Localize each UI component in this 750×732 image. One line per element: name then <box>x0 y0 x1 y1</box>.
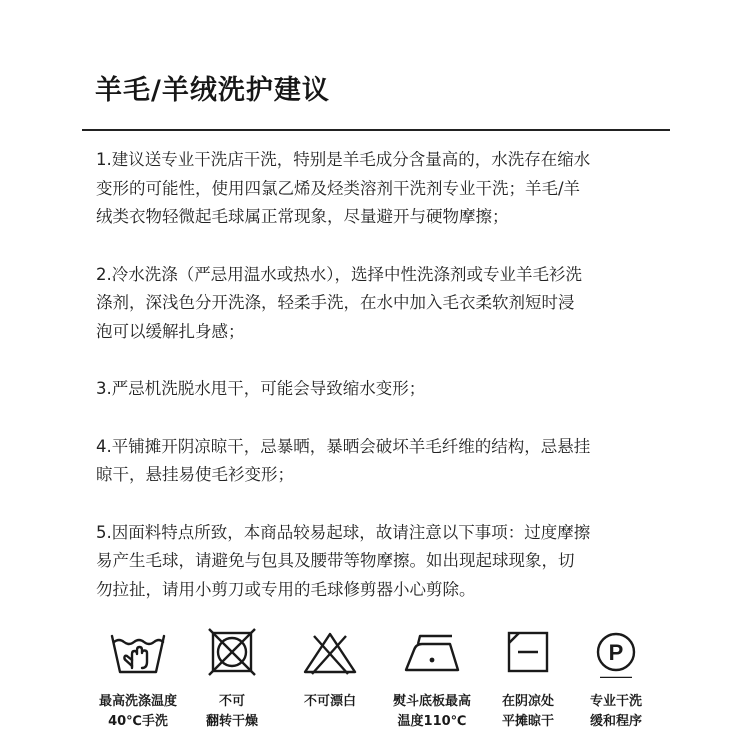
care-symbol-iron <box>382 626 482 729</box>
paragraph-line: 绒类衣物轻微起毛球属正常现象，尽量避开与硬物摩擦； <box>96 207 509 226</box>
paragraph-line: 晾干，悬挂易使毛衫变形； <box>96 465 294 484</box>
paragraph-line: 3.严忌机洗脱水甩干，可能会导致缩水变形； <box>96 379 426 398</box>
paragraph-line: 1.建议送专业干洗店干洗，特别是羊毛成分含量高的，水洗存在缩水 <box>96 150 591 169</box>
care-symbol-dry-flat <box>478 626 578 729</box>
hand-wash-40-icon <box>106 626 170 678</box>
paragraph-line: 泡可以缓解扎身感； <box>96 321 245 341</box>
care-label: 最高洗涤温度 40℃手洗 <box>98 694 177 729</box>
dry-flat-in-shade-icon <box>496 626 560 678</box>
instruction-paragraph-2 <box>96 261 666 347</box>
instruction-paragraph-5 <box>96 519 666 605</box>
care-label: 不可 翻转干燥 <box>205 694 258 729</box>
care-symbol-dry-clean <box>566 626 666 729</box>
paragraph-line: 2.冷水洗涤（严忌用温水或热水），选择中性洗涤剂或专业羊毛衫洗 <box>96 264 582 284</box>
paragraph-line: 易产生毛球，请避免与包具及腰带等物摩擦。如出现起球现象，切 <box>96 551 575 570</box>
instruction-paragraph-1 <box>96 146 666 232</box>
paragraph-line: 涤剂，深浅色分开洗涤，轻柔手洗，在水中加入毛衣柔软剂短时浸 <box>96 293 575 312</box>
do-not-bleach-icon <box>298 626 362 678</box>
care-label: 不可漂白 <box>303 694 356 709</box>
care-symbols-row <box>0 626 750 728</box>
care-label: 在阴凉处 平摊晾干 <box>501 694 554 729</box>
instruction-paragraph-3 <box>96 375 666 404</box>
iron-low-icon <box>400 626 464 678</box>
page-title: 羊毛/羊绒洗护建议 <box>95 75 330 106</box>
care-instructions <box>96 146 666 633</box>
care-label: 专业干洗 缓和程序 <box>589 694 642 729</box>
paragraph-line: 4.平铺摊开阴凉晾干，忌暴晒，暴晒会破坏羊毛纤维的结构，忌悬挂 <box>96 436 591 456</box>
do-not-tumble-dry-icon <box>200 626 264 678</box>
paragraph-line: 5.因面料特点所致，本商品较易起球，故请注意以下事项：过度摩擦 <box>96 522 591 542</box>
dry-clean-letter: P <box>608 640 624 665</box>
care-symbol-hand-wash <box>88 626 188 729</box>
care-label: 熨斗底板最高 温度110℃ <box>392 694 471 729</box>
care-symbol-no-tumble-dry <box>182 626 282 729</box>
professional-dry-clean-p-icon <box>584 626 648 678</box>
paragraph-line: 变形的可能性，使用四氯乙烯及烃类溶剂干洗剂专业干洗；羊毛/羊 <box>96 178 581 198</box>
paragraph-line: 勿拉扯，请用小剪刀或专用的毛球修剪器小心剪除。 <box>96 579 476 599</box>
title-divider <box>82 129 670 131</box>
care-symbol-no-bleach <box>280 626 380 709</box>
instruction-paragraph-4 <box>96 433 666 490</box>
